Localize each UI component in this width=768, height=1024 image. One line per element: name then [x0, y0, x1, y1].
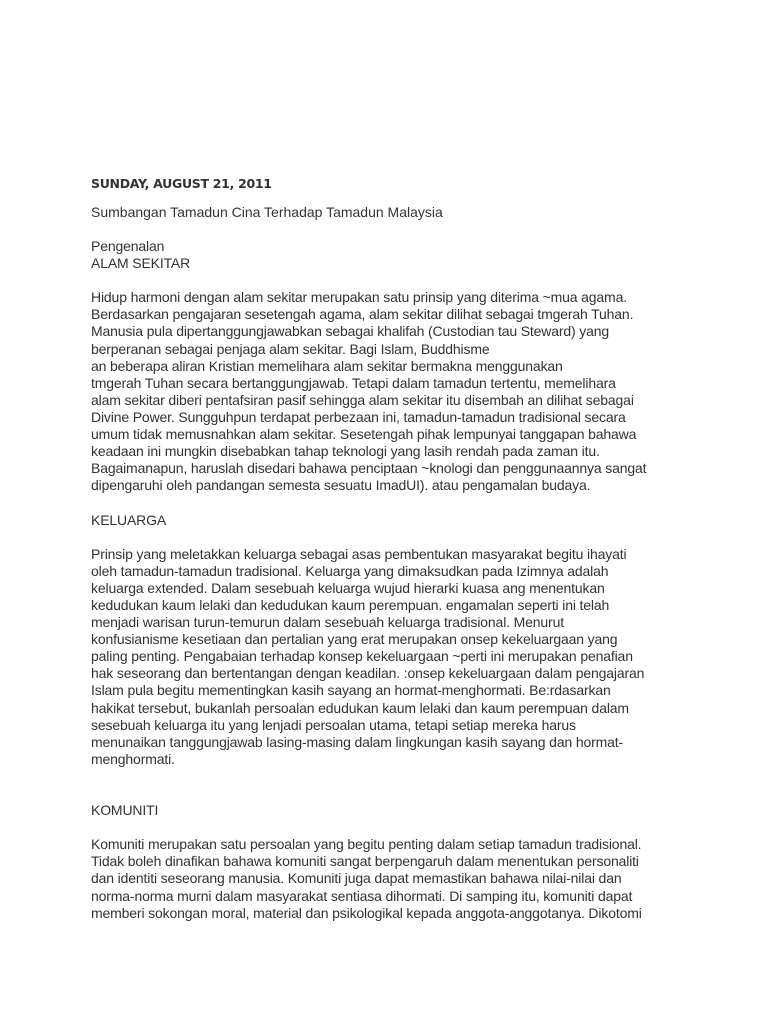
- text-line: menunaikan tanggungjawab lasing-masing dalam lingkungan kasih sayang dan hormat-: [91, 733, 624, 750]
- paragraph-gap: [91, 529, 751, 546]
- text-line: menjadi warisan turun-temurun dalam sesebuah keluarga tradisional. Menurut: [91, 614, 564, 631]
- text-line: umum tidak memusnahkan alam sekitar. Sesetengah pihak lempunyai tanggapan bahawa: [91, 426, 637, 443]
- intro-label: Pengenalan: [91, 238, 165, 254]
- text-line: Hidup harmoni dengan alam sekitar merupakan satu prinsip yang diterima ~mua agama.: [91, 289, 627, 306]
- text-line: hak seseorang dan bertentangan dengan keadilan. :onsep kekeluargaan dalam pengajaran: [91, 665, 645, 682]
- text-line: Komuniti merupakan satu persoalan yang begitu penting dalam setiap tamadun tradisional.: [91, 836, 642, 853]
- text-line: dan identiti seseorang manusia. Komuniti juga dapat memastikan bahawa nilai-nilai dan: [91, 870, 622, 887]
- text-line: an beberapa aliran Kristian memelihara alam sekitar bermakna menggunakan: [91, 357, 563, 374]
- text-line: menghormati.: [91, 750, 175, 767]
- section-heading-alam-sekitar: ALAM SEKITAR: [91, 255, 191, 272]
- text-line: Berdasarkan pengajaran sesetengah agama, alam sekitar dilihat sebagai tmgerah Tuhan.: [91, 306, 634, 323]
- text-line: Divine Power. Sungguhpun terdapat perbezaan ini, tamadun-tamadun tradisional secara: [91, 408, 626, 425]
- text-line: berperanan sebagai penjaga alam sekitar. Bagi Islam, Buddhisme: [91, 340, 490, 357]
- text-line: norma-norma murni dalam masyarakat sentiasa dihormati. Di samping itu, komuniti dapat: [91, 887, 633, 904]
- text-line: paling penting. Pengabaian terhadap konsep kekeluargaan ~perti ini merupakan penafian: [91, 648, 633, 665]
- text-line: sesebuah keluarga itu yang lenjadi persoalan utama, tetapi setiap mereka harus: [91, 716, 576, 733]
- paragraph-gap: [91, 272, 751, 289]
- text-line: Manusia pula dipertanggungjawabkan sebagai khalifah (Custodian tau Steward) yang: [91, 323, 610, 340]
- text-line: kedudukan kaum lelaki dan kedudukan kaum perempuan. engamalan seperti ini telah: [91, 596, 610, 613]
- text-line: keluarga extended. Dalam sesebuah keluarga wujud hierarki kuasa ang menentukan: [91, 579, 605, 596]
- paragraph-gap: [91, 785, 751, 802]
- text-line: Bagaimanapun, haruslah disedari bahawa penciptaan ~knologi dan penggunaannya sangat: [91, 460, 647, 477]
- section-heading-komuniti: KOMUNITI: [91, 802, 159, 819]
- blog-post: [91, 174, 751, 922]
- paragraph-komuniti: [91, 836, 751, 921]
- post-title[interactable]: Sumbangan Tamadun Cina Terhadap Tamadun Malaysia: [91, 204, 443, 220]
- text-line: Islam pula begitu mementingkan kasih sayang an hormat-menghormati. Be:rdasarkan: [91, 682, 611, 699]
- section-heading-keluarga: KELUARGA: [91, 511, 167, 528]
- text-line: Prinsip yang meletakkan keluarga sebagai asas pembentukan masyarakat begitu ihayati: [91, 545, 627, 562]
- post-body: [91, 238, 751, 922]
- text-line: dipengaruhi oleh pandangan semesta sesuatu ImadUI). atau pengamalan budaya.: [91, 477, 591, 494]
- text-line: hakikat tersebut, bukanlah persoalan edudukan kaum lelaki dan kaum perempuan dalam: [91, 699, 629, 716]
- paragraph-gap: [91, 819, 751, 836]
- text-line: Tidak boleh dinafikan bahawa komuniti sangat berpengaruh dalam menentukan personaliti: [91, 853, 639, 870]
- paragraph-alam-sekitar: [91, 289, 751, 494]
- text-line: oleh tamadun-tamadun tradisional. Keluarga yang dimaksudkan pada Izimnya adalah: [91, 562, 609, 579]
- date-header: SUNDAY, AUGUST 21, 2011: [91, 176, 272, 191]
- text-line: alam sekitar diberi pentafsiran pasif sehingga alam sekitar itu disembah an dilihat sebagai: [91, 391, 634, 408]
- text-line: keadaan ini mungkin disebabkan tahap teknologi yang lasih rendah pada zaman itu.: [91, 443, 600, 460]
- text-line: konfusianisme kesetiaan dan pertalian yang erat merupakan onsep kekeluargaan yang: [91, 631, 618, 648]
- text-line: tmgerah Tuhan secara bertanggungjawab. Tetapi dalam tamadun tertentu, memelihara: [91, 374, 616, 391]
- paragraph-keluarga: [91, 546, 751, 768]
- paragraph-gap: [91, 494, 751, 511]
- paragraph-gap: [91, 768, 751, 785]
- text-line: memberi sokongan moral, material dan psikologikal kepada anggota-anggotanya. Dikotomi: [91, 904, 642, 921]
